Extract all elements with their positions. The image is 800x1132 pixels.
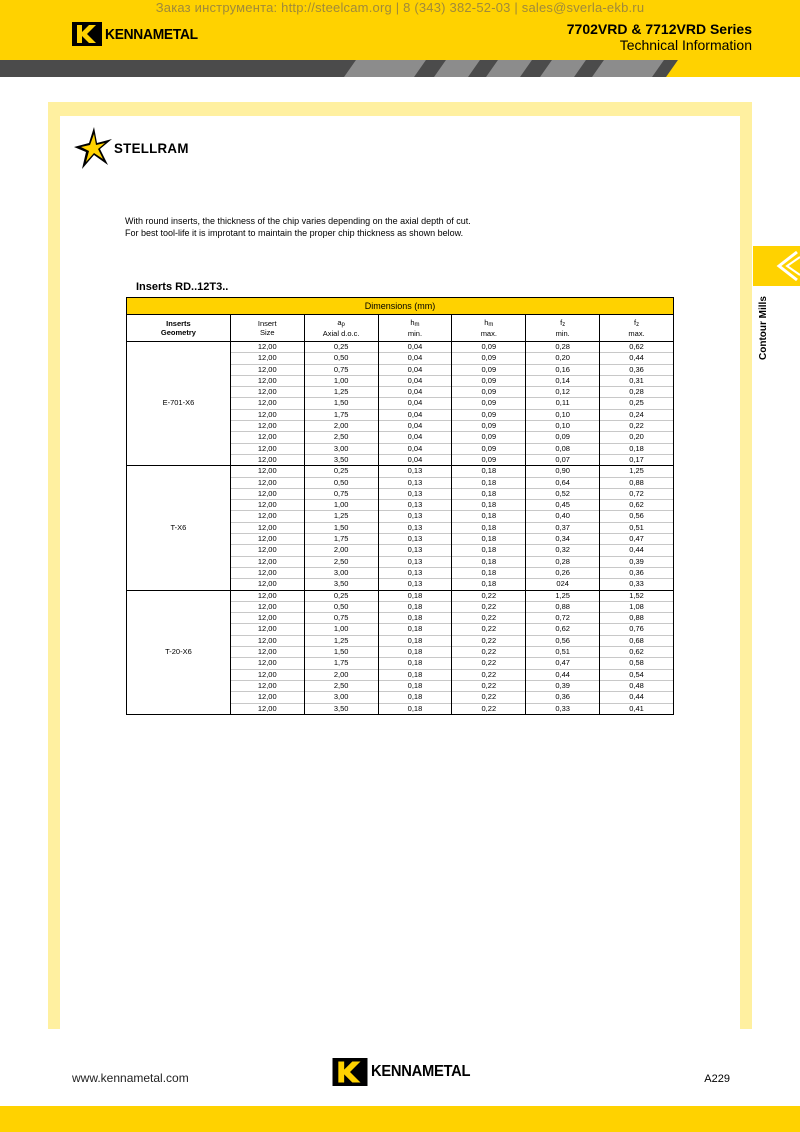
table-cell: 0,22: [452, 703, 526, 714]
intro-line-2: For best tool-life it is improtant to maintain the proper chip thickness as shown below.: [125, 228, 464, 238]
table-cell: 0,18: [452, 579, 526, 590]
table-cell: 0,25: [600, 398, 674, 409]
kennametal-wordmark: KENNAMETAL: [105, 25, 198, 43]
table-cell: 0,64: [526, 477, 600, 488]
table-cell: 0,04: [378, 353, 452, 364]
table-cell: 0,18: [452, 511, 526, 522]
table-cell: 12,00: [230, 579, 304, 590]
table-cell: 0,11: [526, 398, 600, 409]
table-cell: 0,62: [600, 500, 674, 511]
col-header-size: Insert Size: [230, 315, 304, 342]
table-cell: 0,09: [452, 454, 526, 465]
kennametal-k-icon: [332, 1058, 368, 1086]
table-cell: 12,00: [230, 432, 304, 443]
table-cell: 12,00: [230, 375, 304, 386]
table-cell: 0,18: [378, 669, 452, 680]
table-title: Inserts RD..12T3..: [136, 281, 229, 293]
kennametal-wordmark: KENNAMETAL: [371, 1063, 471, 1080]
table-cell: 1,50: [304, 647, 378, 658]
table-cell: 0,41: [600, 703, 674, 714]
header-stripe-bar: [0, 60, 800, 77]
table-cell: 0,18: [378, 692, 452, 703]
table-cell: 0,40: [526, 511, 600, 522]
table-cell: 0,88: [526, 601, 600, 612]
table-cell: 0,18: [378, 624, 452, 635]
table-cell: 0,48: [600, 680, 674, 691]
stellram-logo: [72, 125, 193, 171]
table-cell: 0,76: [600, 624, 674, 635]
table-cell: 0,88: [600, 613, 674, 624]
table-cell: 1,50: [304, 522, 378, 533]
table-cell: 2,00: [304, 421, 378, 432]
table-cell: 0,22: [452, 624, 526, 635]
table-cell: 0,50: [304, 353, 378, 364]
table-cell: 0,13: [378, 534, 452, 545]
table-cell: 0,13: [378, 511, 452, 522]
column-header-row: [127, 315, 674, 342]
table-cell: 0,36: [600, 567, 674, 578]
table-cell: 12,00: [230, 454, 304, 465]
table-cell: 0,04: [378, 443, 452, 454]
table-cell: 3,50: [304, 703, 378, 714]
table-cell: 0,75: [304, 488, 378, 499]
table-cell: 0,22: [452, 692, 526, 703]
table-cell: 0,13: [378, 522, 452, 533]
table-cell: 0,17: [600, 454, 674, 465]
table-cell: 0,75: [304, 613, 378, 624]
table-cell: 12,00: [230, 545, 304, 556]
table-cell: 1,00: [304, 500, 378, 511]
table-cell: 3,00: [304, 692, 378, 703]
table-cell: 0,50: [304, 601, 378, 612]
table-cell: 0,18: [452, 567, 526, 578]
table-cell: 0,10: [526, 421, 600, 432]
table-cell: 0,18: [378, 613, 452, 624]
table-cell: 0,09: [452, 387, 526, 398]
table-cell: 0,22: [452, 680, 526, 691]
table-cell: 0,22: [452, 669, 526, 680]
table-cell: 0,13: [378, 500, 452, 511]
table-cell: 0,72: [526, 613, 600, 624]
kennametal-k-icon: [72, 22, 102, 46]
table-cell: 0,18: [452, 545, 526, 556]
table-cell: 12,00: [230, 387, 304, 398]
table-cell: 12,00: [230, 409, 304, 420]
table-cell: 0,09: [452, 443, 526, 454]
table-cell: 0,18: [452, 500, 526, 511]
table-cell: 0,18: [452, 477, 526, 488]
table-cell: 0,22: [452, 601, 526, 612]
table-cell: 0,39: [600, 556, 674, 567]
table-cell: 0,16: [526, 364, 600, 375]
table-cell: 0,47: [600, 534, 674, 545]
table-cell: 1,50: [304, 398, 378, 409]
table-cell: 3,00: [304, 567, 378, 578]
table-cell: 1,25: [304, 635, 378, 646]
page-number: A229: [704, 1073, 730, 1085]
table-cell: 0,09: [452, 432, 526, 443]
table-cell: 0,18: [378, 635, 452, 646]
table-cell: 0,22: [452, 635, 526, 646]
table-row: [127, 590, 674, 601]
table-cell: 0,04: [378, 364, 452, 375]
table-cell: 0,18: [378, 680, 452, 691]
col-header-ap: ap Axial d.o.c.: [304, 315, 378, 342]
table-cell: 0,18: [600, 443, 674, 454]
table-cell: 024: [526, 579, 600, 590]
table-cell: 1,25: [526, 590, 600, 601]
table-cell: 0,51: [600, 522, 674, 533]
table-cell: 0,04: [378, 421, 452, 432]
table-cell: 2,50: [304, 556, 378, 567]
table-cell: 12,00: [230, 522, 304, 533]
table-cell: 3,00: [304, 443, 378, 454]
table-cell: 0,44: [600, 692, 674, 703]
kennametal-logo-footer: [332, 1058, 479, 1086]
table-cell: 0,18: [452, 556, 526, 567]
table-cell: 12,00: [230, 692, 304, 703]
table-cell: 0,28: [600, 387, 674, 398]
table-cell: 0,25: [304, 466, 378, 477]
table-cell: 0,72: [600, 488, 674, 499]
table-cell: 0,09: [452, 364, 526, 375]
col-header-hm-min: hm min.: [378, 315, 452, 342]
table-cell: 12,00: [230, 669, 304, 680]
table-cell: 0,34: [526, 534, 600, 545]
geometry-cell: T-20-X6: [127, 590, 231, 714]
intro-text: [125, 215, 471, 239]
table-cell: 0,44: [600, 353, 674, 364]
table-cell: 2,50: [304, 680, 378, 691]
table-cell: 0,58: [600, 658, 674, 669]
table-cell: 0,33: [600, 579, 674, 590]
table-cell: 1,00: [304, 624, 378, 635]
watermark-text: Заказ инструмента: http://steelcam.org | 8 (343) 382-52-03 | sales@sverla-ekb.ru: [155, 0, 645, 15]
table-cell: 12,00: [230, 601, 304, 612]
table-cell: 0,08: [526, 443, 600, 454]
table-cell: 0,18: [452, 466, 526, 477]
table-cell: 12,00: [230, 590, 304, 601]
table-cell: 0,62: [600, 647, 674, 658]
table-cell: 1,25: [304, 511, 378, 522]
col-header-fz-min: fz min.: [526, 315, 600, 342]
table-cell: 0,32: [526, 545, 600, 556]
table-cell: 0,13: [378, 466, 452, 477]
table-cell: 0,04: [378, 432, 452, 443]
table-cell: 0,09: [452, 342, 526, 353]
table-cell: 0,13: [378, 488, 452, 499]
table-cell: 0,44: [600, 545, 674, 556]
table-cell: 0,04: [378, 398, 452, 409]
table-cell: 12,00: [230, 624, 304, 635]
table-cell: 0,20: [600, 432, 674, 443]
table-cell: 0,39: [526, 680, 600, 691]
table-cell: 12,00: [230, 534, 304, 545]
table-cell: 12,00: [230, 466, 304, 477]
table-cell: 1,75: [304, 534, 378, 545]
table-cell: 0,18: [378, 658, 452, 669]
table-cell: 0,62: [526, 624, 600, 635]
footer-band: [0, 1106, 800, 1132]
table-cell: 0,09: [452, 421, 526, 432]
dimensions-header: Dimensions (mm): [127, 298, 674, 315]
table-cell: 0,52: [526, 488, 600, 499]
table-cell: 0,90: [526, 466, 600, 477]
table-cell: 12,00: [230, 511, 304, 522]
table-cell: 0,24: [600, 409, 674, 420]
table-cell: 0,22: [452, 658, 526, 669]
table-cell: 0,22: [452, 590, 526, 601]
table-cell: 0,12: [526, 387, 600, 398]
table-cell: 0,44: [526, 669, 600, 680]
table-cell: 0,14: [526, 375, 600, 386]
series-subtitle: Technical Information: [619, 37, 752, 53]
table-cell: 0,22: [452, 613, 526, 624]
table-cell: 0,68: [600, 635, 674, 646]
table-cell: 0,56: [526, 635, 600, 646]
table-cell: 2,50: [304, 432, 378, 443]
table-cell: 12,00: [230, 353, 304, 364]
table-cell: 0,28: [526, 556, 600, 567]
table-cell: 0,04: [378, 387, 452, 398]
table-cell: 12,00: [230, 421, 304, 432]
kennametal-logo-header: [72, 22, 206, 46]
table-cell: 0,62: [600, 342, 674, 353]
table-cell: 0,36: [526, 692, 600, 703]
table-cell: 0,22: [452, 647, 526, 658]
table-cell: 12,00: [230, 556, 304, 567]
table-body: [127, 342, 674, 715]
table-cell: 0,56: [600, 511, 674, 522]
col-header-geometry: Inserts Geometry: [127, 315, 231, 342]
table-cell: 0,18: [378, 590, 452, 601]
table-cell: 0,37: [526, 522, 600, 533]
table-cell: 0,18: [452, 488, 526, 499]
table-cell: 0,25: [304, 342, 378, 353]
table-cell: 12,00: [230, 680, 304, 691]
table-cell: 0,50: [304, 477, 378, 488]
table-cell: 0,13: [378, 556, 452, 567]
table-cell: 0,09: [452, 353, 526, 364]
table-cell: 0,22: [600, 421, 674, 432]
table-cell: 12,00: [230, 703, 304, 714]
side-tab-label: Contour Mills: [758, 296, 769, 360]
chip-thickness-table: [126, 297, 674, 715]
table-cell: 0,09: [452, 398, 526, 409]
table-cell: 12,00: [230, 364, 304, 375]
table-cell: 0,04: [378, 409, 452, 420]
table-cell: 0,47: [526, 658, 600, 669]
geometry-cell: T-X6: [127, 466, 231, 590]
table-cell: 0,18: [452, 534, 526, 545]
table-cell: 1,25: [600, 466, 674, 477]
table-cell: 0,31: [600, 375, 674, 386]
table-cell: 12,00: [230, 567, 304, 578]
table-cell: 12,00: [230, 443, 304, 454]
footer-url-link[interactable]: www.kennametal.com: [72, 1071, 189, 1085]
table-cell: 0,18: [378, 703, 452, 714]
table-cell: 1,75: [304, 409, 378, 420]
table-row: [127, 466, 674, 477]
table-cell: 0,36: [600, 364, 674, 375]
table-cell: 0,18: [378, 647, 452, 658]
table-cell: 1,52: [600, 590, 674, 601]
table-cell: 12,00: [230, 635, 304, 646]
table-cell: 0,20: [526, 353, 600, 364]
table-cell: 0,09: [526, 432, 600, 443]
table-cell: 0,13: [378, 545, 452, 556]
table-cell: 0,45: [526, 500, 600, 511]
table-cell: 0,54: [600, 669, 674, 680]
table-cell: 0,28: [526, 342, 600, 353]
table-cell: 0,26: [526, 567, 600, 578]
table-cell: 0,10: [526, 409, 600, 420]
table-cell: 1,08: [600, 601, 674, 612]
table-cell: 0,07: [526, 454, 600, 465]
table-cell: 12,00: [230, 647, 304, 658]
table-cell: 12,00: [230, 500, 304, 511]
table-cell: 0,13: [378, 567, 452, 578]
stellram-star-icon: [72, 125, 114, 171]
table-cell: 0,33: [526, 703, 600, 714]
stellram-wordmark: STELLRAM: [114, 140, 189, 156]
col-header-hm-max: hm max.: [452, 315, 526, 342]
table-cell: 0,51: [526, 647, 600, 658]
table-cell: 0,18: [452, 522, 526, 533]
table-cell: 2,00: [304, 545, 378, 556]
table-cell: 0,04: [378, 454, 452, 465]
table-cell: 0,13: [378, 579, 452, 590]
table-cell: 0,25: [304, 590, 378, 601]
series-title: 7702VRD & 7712VRD Series: [566, 21, 752, 37]
table-cell: 0,18: [378, 601, 452, 612]
col-header-fz-max: fz max.: [600, 315, 674, 342]
table-cell: 12,00: [230, 613, 304, 624]
table-cell: 12,00: [230, 398, 304, 409]
table-cell: 3,50: [304, 579, 378, 590]
table-cell: 1,25: [304, 387, 378, 398]
table-cell: 0,04: [378, 375, 452, 386]
intro-line-1: With round inserts, the thickness of the chip varies depending on the axial depth of cut.: [125, 216, 471, 226]
table-cell: 0,13: [378, 477, 452, 488]
table-cell: 0,88: [600, 477, 674, 488]
table-cell: 12,00: [230, 488, 304, 499]
geometry-cell: E-701-X6: [127, 342, 231, 466]
table-row: [127, 342, 674, 353]
table-cell: 3,50: [304, 454, 378, 465]
table-cell: 12,00: [230, 342, 304, 353]
table-cell: 1,00: [304, 375, 378, 386]
table-cell: 12,00: [230, 658, 304, 669]
table-cell: 12,00: [230, 477, 304, 488]
table-cell: 0,09: [452, 375, 526, 386]
table-cell: 0,09: [452, 409, 526, 420]
table-cell: 0,04: [378, 342, 452, 353]
table-cell: 2,00: [304, 669, 378, 680]
table-cell: 0,75: [304, 364, 378, 375]
table-cell: 1,75: [304, 658, 378, 669]
